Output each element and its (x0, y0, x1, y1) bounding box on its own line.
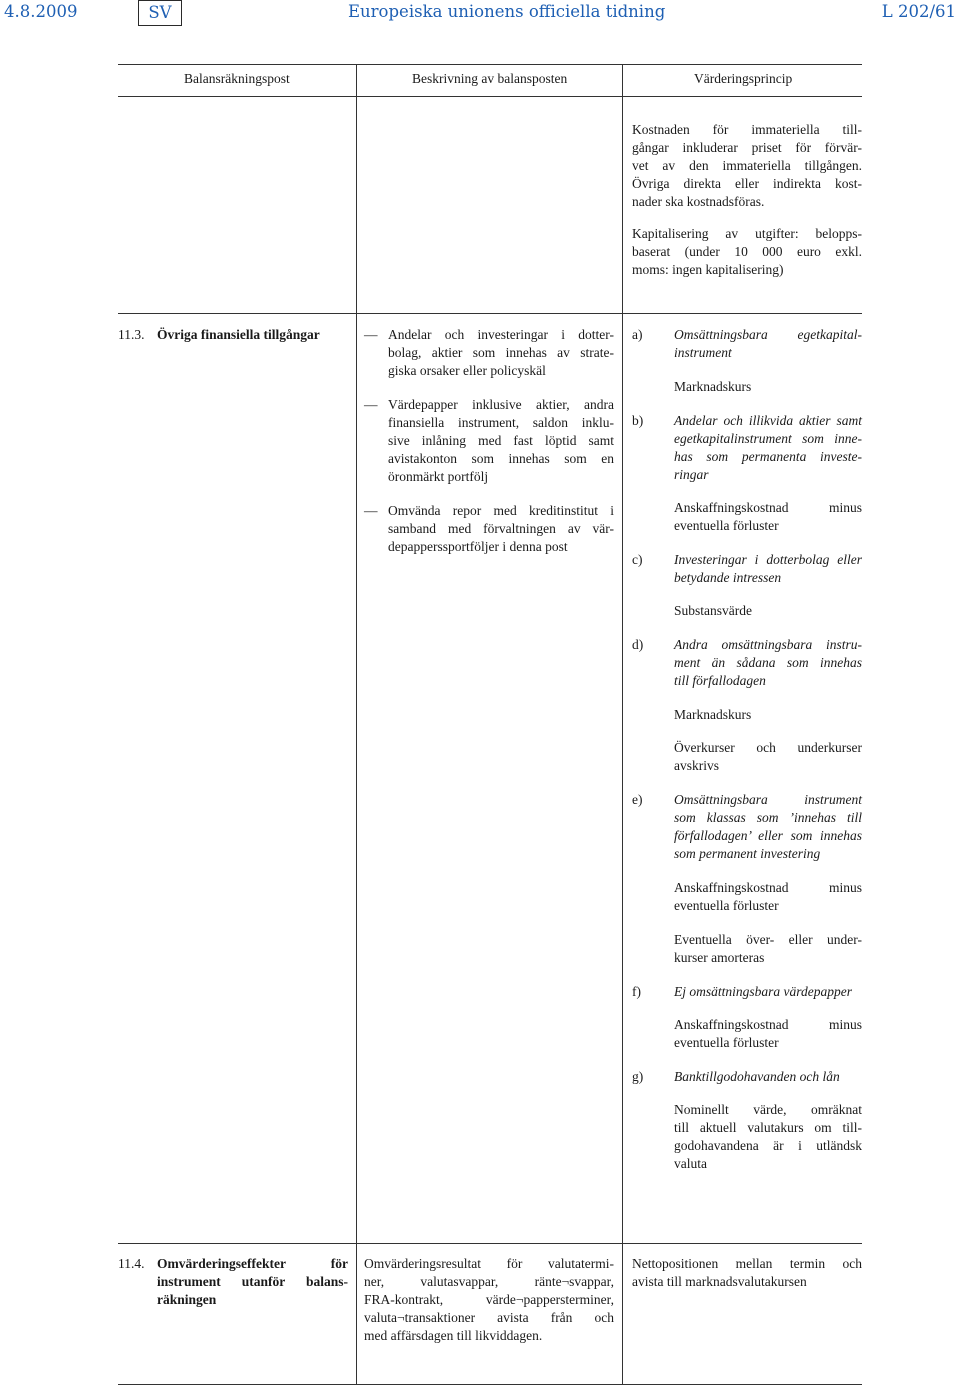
description-2: Värdepapper inklusive aktier, andra finansiella instrument, saldon inklu- sive inlåning med fast löptid samt avistakonton som innehas som en öronmärkt portfölj (388, 397, 614, 484)
valuation-letter-c: c) (632, 552, 643, 567)
valuation-title-c: Investeringar i dotterbolag eller betydande intressen (674, 552, 862, 585)
valuation-letter-f: f) (632, 984, 641, 999)
valuation-rule-d-2: Överkurser och underkurser avskrivs (674, 740, 862, 773)
valuation-rule-e-1: Anskaffningskostnad minus eventuella förluster (674, 880, 862, 913)
valuation-title-b: Andelar och illikvida aktier samt egetkapitalinstrument som inne- has som permanenta investe- ringar (674, 413, 862, 482)
item-number: 11.4. (118, 1256, 145, 1271)
valuation-rule-e-2: Eventuella över- eller under- kurser amorteras (674, 932, 862, 965)
valuation-letter-a: a) (632, 327, 643, 342)
page-reference: L 202/61 (881, 2, 956, 21)
valuation-title-g: Banktillgodohavanden och lån (674, 1069, 840, 1084)
valuation-rule-a: Marknadskurs (674, 379, 752, 394)
item-title: Omvärderingseffekter för instrument utanför balans- räkningen (157, 1256, 348, 1307)
item-description: Omvärderingsresultat för valutatermi- ner, valutasvappar, ränte¬svappar, FRA-kontrakt, värde¬pappersterminer, valuta¬transaktioner avista från och med affärsdagen till likviddagen. (364, 1256, 614, 1343)
continuation-paragraph-2: Kapitalisering av utgifter: belopps- baserat (under 10 000 euro exkl. moms: ingen kapitalisering) (632, 226, 862, 277)
item-number: 11.3. (118, 327, 145, 342)
valuation-rule-f: Anskaffningskostnad minus eventuella förluster (674, 1017, 862, 1050)
continuation-paragraph-1: Kostnaden för immateriella till- gångar inkluderar priset för förvär- vet av den immateriella tillgången. Övriga direkta eller indirekta kost- nader ska kostnadsföras. (632, 122, 862, 209)
description-3: Omvända repor med kreditinstitut i samband med förvaltningen av vär- depapperssportföljer i denna post (388, 503, 614, 554)
language-badge: SV (138, 0, 182, 26)
column-divider-1 (356, 64, 357, 1385)
item-valuation: Nettopositionen mellan termin och avista till marknadsvalutakursen (632, 1256, 862, 1289)
dash-marker: — (364, 397, 378, 412)
valuation-title-a: Omsättningsbara egetkapital- instrument (674, 327, 862, 360)
section-rule-1 (118, 313, 862, 314)
valuation-rule-d-1: Marknadskurs (674, 707, 752, 722)
column-header-item: Balansräkningspost (184, 71, 290, 86)
valuation-rule-c: Substansvärde (674, 603, 752, 618)
dash-marker: — (364, 327, 378, 342)
valuation-letter-b: b) (632, 413, 644, 428)
valuation-rule-b: Anskaffningskostnad minus eventuella förluster (674, 500, 862, 533)
valuation-title-f: Ej omsättningsbara värdepapper (674, 984, 852, 999)
column-header-valuation: Värderingsprincip (694, 71, 793, 86)
valuation-letter-e: e) (632, 792, 643, 807)
publication-date: 4.8.2009 (4, 2, 78, 21)
item-title: Övriga finansiella tillgångar (157, 327, 320, 342)
journal-title: Europeiska unionens officiella tidning (348, 2, 666, 21)
valuation-letter-g: g) (632, 1069, 644, 1084)
table-top-rule (118, 64, 862, 65)
valuation-title-e: Omsättningsbara instrument som klassas som ’innehas till förfallodagen’ eller som innehas som permanent investering (674, 792, 862, 861)
valuation-title-d: Andra omsättningsbara instru- ment än sådana som innehas till förfallodagen (674, 637, 862, 688)
column-header-description: Beskrivning av balansposten (412, 71, 568, 86)
valuation-rule-g: Nominellt värde, omräknat till aktuell valutakurs om till- godohavandena är i utländsk valuta (674, 1102, 862, 1171)
table-bottom-rule (118, 1384, 862, 1385)
column-divider-2 (622, 64, 623, 1385)
valuation-letter-d: d) (632, 637, 644, 652)
dash-marker: — (364, 503, 378, 518)
header-bottom-rule (118, 96, 862, 97)
running-header (0, 0, 960, 30)
description-1: Andelar och investeringar i dotter- bolag, aktier som innehas av strate- giska orsaker eller policyskäl (388, 327, 614, 378)
section-rule-2 (118, 1243, 862, 1244)
